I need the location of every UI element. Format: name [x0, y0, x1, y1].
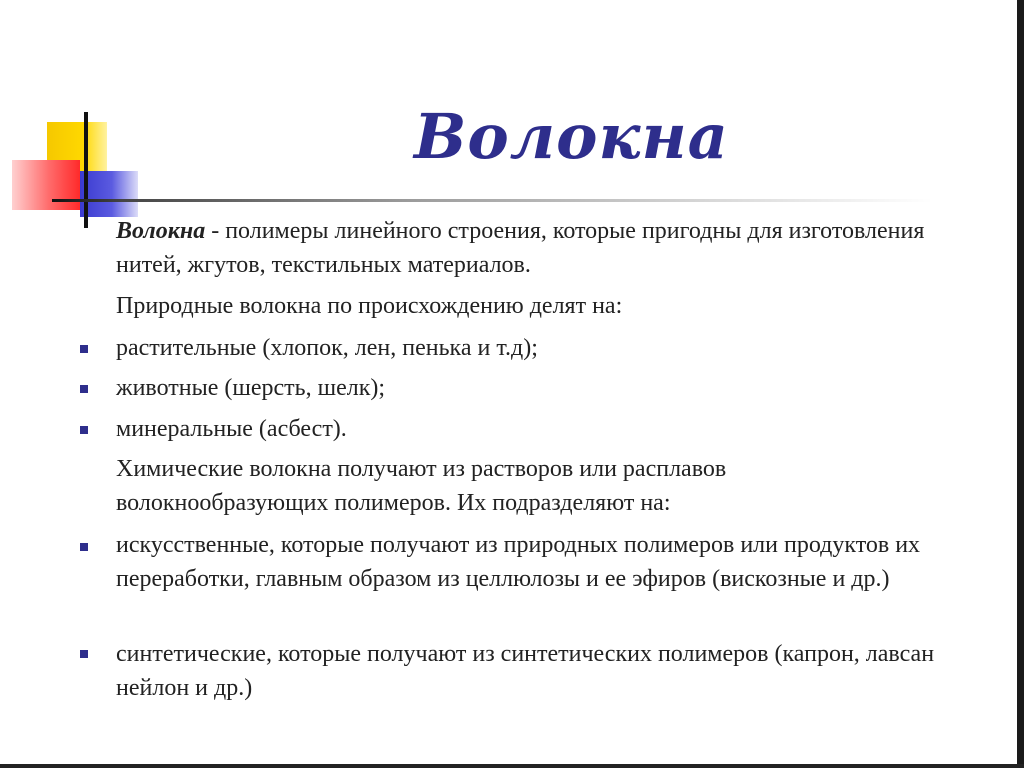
bullet-marker	[80, 345, 88, 353]
chemical-intro: Химические волокна получают из растворов или расплавов волокнообразующих полимеров. Их подразделяют на:	[116, 456, 727, 516]
bullet-marker	[80, 385, 88, 393]
definition-term: Волокна	[116, 218, 206, 244]
definition-text: - полимеры линейного строения, которые пригодны для изготовления нитей, жгутов, текстильных материалов.	[116, 218, 925, 278]
slide-border-right	[1017, 0, 1024, 768]
bullet-marker	[80, 426, 88, 434]
natural-item-mineral: минеральные (асбест).	[116, 416, 347, 442]
definition-paragraph	[116, 214, 996, 282]
bullet-marker	[80, 543, 88, 551]
title-underline	[52, 199, 932, 202]
bullet-marker	[80, 650, 88, 658]
slide-title: Волокна	[414, 100, 729, 173]
chemical-item-artificial: искусственные, которые получают из природных полимеров или продуктов их переработки, главным образом из целлюлозы и ее эфиров (вискозные и др.)	[116, 532, 921, 592]
natural-item-plant: растительные (хлопок, лен, пенька и т.д);	[116, 335, 538, 361]
natural-intro: Природные волокна по происхождению делят на:	[116, 293, 623, 319]
blue-square	[80, 171, 138, 217]
decorative-squares-logo	[0, 0, 150, 240]
chemical-item-synthetic: синтетические, которые получают из синтетических полимеров (капрон, лавсан нейлон и др.)	[116, 641, 935, 701]
red-square	[12, 160, 80, 210]
slide-border-bottom	[0, 764, 1024, 768]
natural-item-animal: животные (шерсть, шелк);	[116, 375, 386, 401]
vertical-line	[84, 112, 88, 228]
